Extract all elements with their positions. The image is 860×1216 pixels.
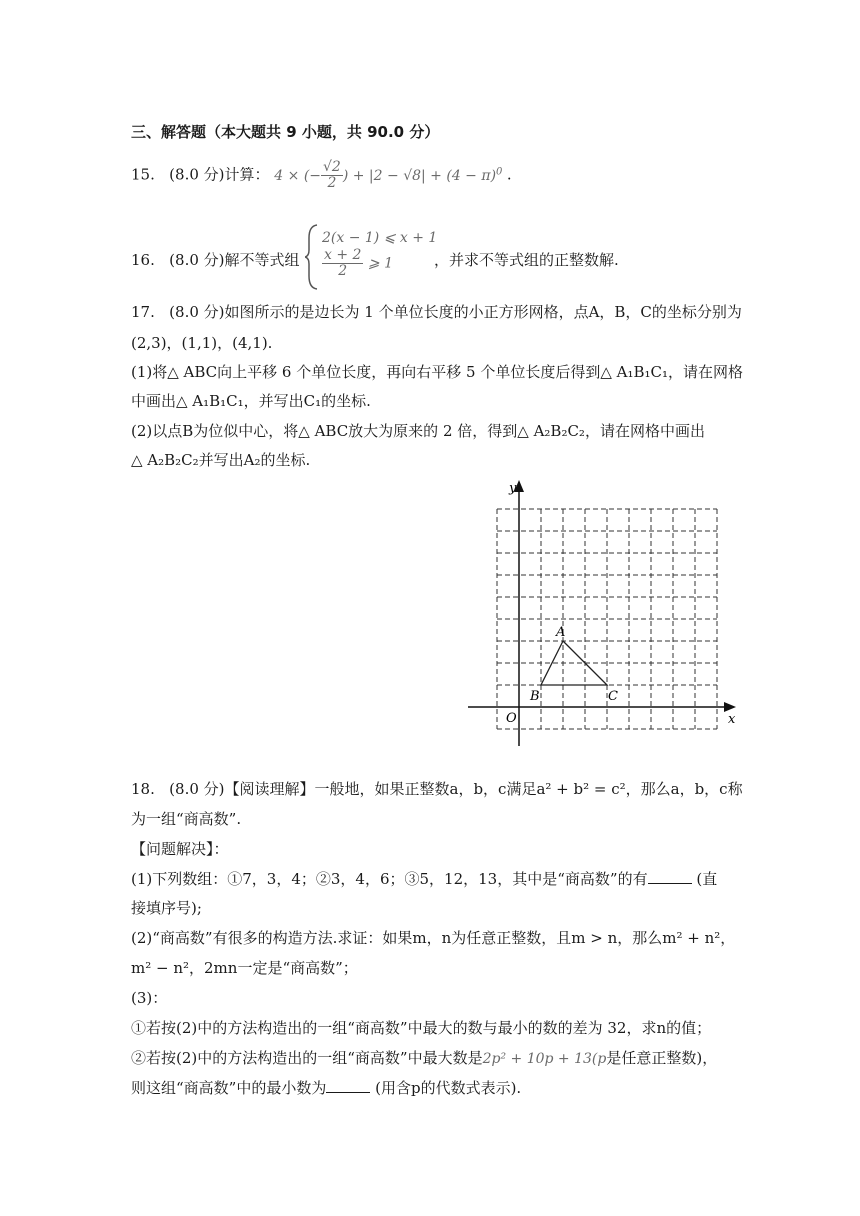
question-18-text-11a: 则这组“商高数”中的最小数为 [131,1079,327,1097]
question-18-text-4a: (1)下列数组：①7，3，4；②3，4，6；③5，12，13，其中是“商高数”的有 [131,870,648,888]
question-17-text-1: (8.0 分)如图所示的是边长为 1 个单位长度的小正方形网格，点A，B，C的坐标分别为 [169,303,742,321]
point-a-label: A [556,625,566,640]
expr-part-b: ) + |2 − √8| + (4 − π) [342,167,497,184]
question-15 [131,160,512,191]
question-15-expression [274,159,507,191]
question-18-text-10c: 是任意正整数)， [606,1049,718,1067]
section-title: 三、解答题（本大题共 9 小题，共 90.0 分） [131,123,440,141]
inequality-2-fraction [322,248,363,279]
question-18-text-1: (8.0 分)【阅读理解】一般地，如果正整数a，b，c满足a² + b² = c²，那么a，b，c称 [169,780,743,798]
question-17-line-6: △ A₂B₂C₂并写出A₂的坐标. [131,451,311,469]
expr-part-a: 4 × (− [274,167,322,184]
question-18-line-3: 【问题解决】： [131,840,229,858]
coordinate-grid-figure [466,476,741,756]
question-18-line-4 [131,869,717,889]
x-axis-arrow [724,702,736,712]
question-17-line-4: 中画出△ A₁B₁C₁，并写出C₁的坐标. [131,392,371,410]
expr-fraction-denominator: 2 [327,175,337,191]
point-b-label: B [530,689,540,704]
inequality-2-denominator: 2 [338,263,348,279]
question-18-text-10a: ②若按(2)中的方法构造出的一组“商高数”中最大数是 [131,1049,483,1067]
question-18-line-9: ①若按(2)中的方法构造出的一组“商高数”中最大的数与最小的数的差为 32，求n的值； [131,1019,712,1037]
question-16-score: (8.0 分)解不等式组 [169,251,300,269]
question-17-line-3: (1)将△ ABC向上平移 6 个单位长度，再向右平移 5 个单位长度后得到△ A₁B₁C₁，请在网格 [131,363,744,381]
question-16-tail: ，并求不等式组的正整数解. [434,251,619,269]
question-18-line-11 [131,1078,521,1098]
question-17-number: 17. [131,303,155,321]
inequality-2 [322,248,393,279]
origin-label: O [506,711,517,726]
answer-blank-1[interactable] [648,869,692,884]
system-brace [305,224,319,290]
y-axis-label: y [509,481,517,496]
question-18-line-1 [131,779,743,799]
expr-fraction [321,160,343,191]
question-18-text-11b: (用含p的代数式表示). [375,1079,522,1097]
question-15-end: . [506,165,512,184]
question-16-number: 16. [131,251,155,269]
inequality-2-relation: ⩾ 1 [367,255,393,272]
question-17-line-2: (2,3)，(1,1)，(4,1). [131,334,273,352]
question-16-lead [131,250,300,270]
point-c-label: C [608,689,618,704]
x-axis-label: x [728,712,736,727]
question-18-formula: 2p² + 10p + 13(p [482,1051,607,1067]
question-18-number: 18. [131,780,155,798]
answer-blank-2[interactable] [326,1078,370,1093]
question-17-line-5: (2)以点B为位似中心，将△ ABC放大为原来的 2 倍，得到△ A₂B₂C₂，请在网格中画出 [131,422,705,440]
expr-fraction-numerator: √2 [323,159,341,175]
question-18-line-10 [131,1048,717,1069]
question-18-line-8: (3)： [131,989,168,1007]
inequality-1: 2(x − 1) ⩽ x + 1 [322,230,438,246]
question-18-line-6: (2)“商高数”有很多的构造方法.求证：如果m，n为任意正整数，且m > n，那么m² + n²， [131,929,736,947]
question-15-score: (8.0 分)计算： [169,165,270,184]
question-18-line-5: 接填序号); [131,899,202,917]
expr-exponent: 0 [496,165,503,177]
question-18-line-7: m² − n²，2mn一定是“商高数”； [131,959,358,977]
inequality-2-numerator: x + 2 [324,247,362,263]
question-18-line-2: 为一组“商高数”. [131,810,242,828]
question-15-number: 15. [131,165,155,184]
question-17-line-1 [131,302,742,322]
question-18-text-4b: (直 [696,870,718,888]
